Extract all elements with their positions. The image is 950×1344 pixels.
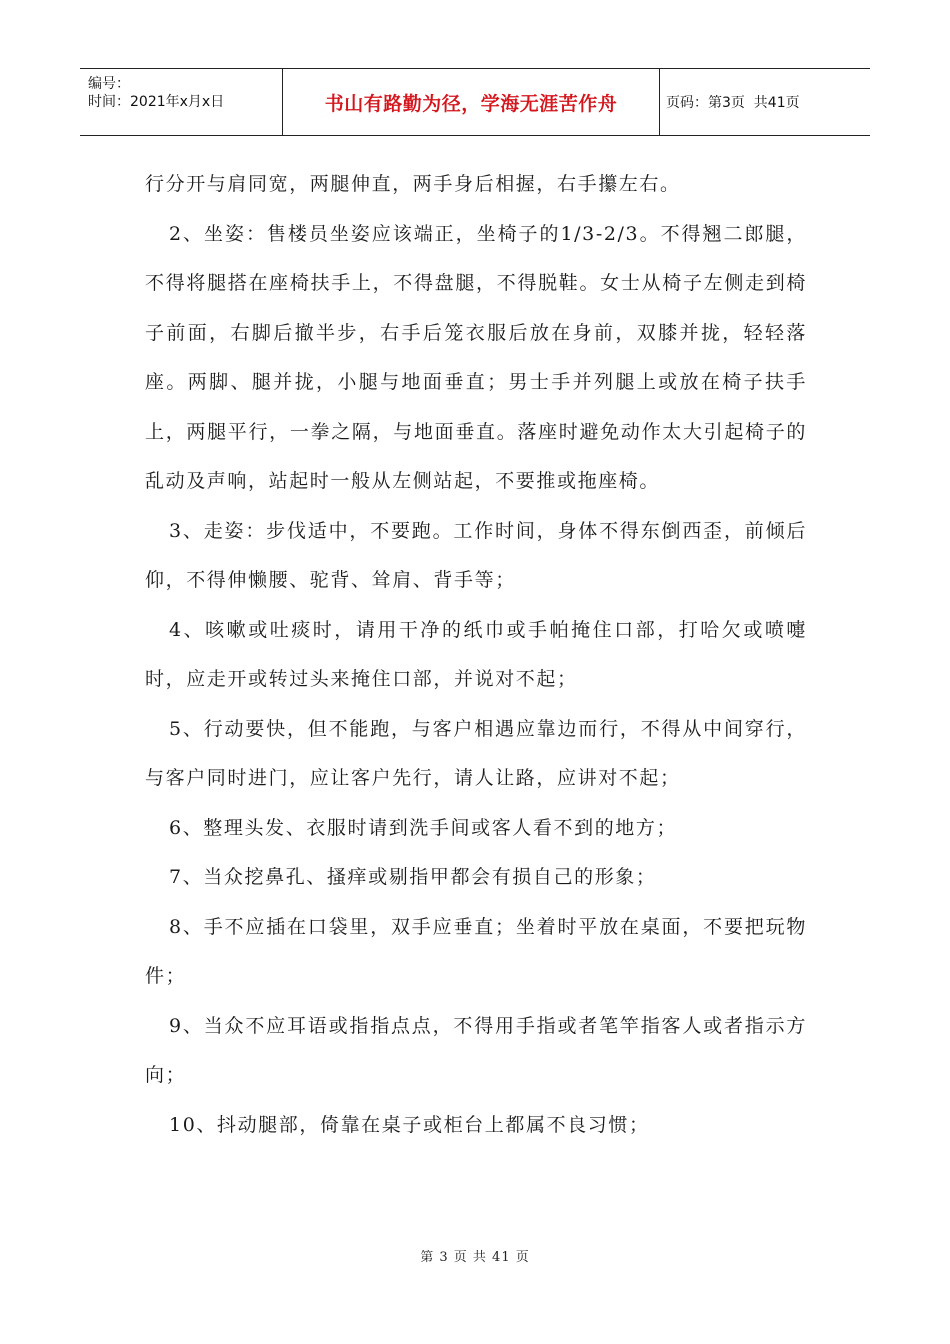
paragraph: 8、手不应插在口袋里，双手应垂直；坐着时平放在桌面，不要把玩物件； xyxy=(145,915,807,987)
paragraph: 行分开与肩同宽，两腿伸直，两手身后相握，右手攥左右。 xyxy=(145,173,681,195)
page-footer: 第 3 页 共 41 页 xyxy=(420,1250,530,1265)
document-number-label: 编号： xyxy=(88,76,130,92)
header-motto: 书山有路勤为径，学海无涯苦作舟 xyxy=(282,69,660,135)
paragraph: 5、行动要快，但不能跑，与客户相遇应靠边而行，不得从中间穿行，与客户同时进门，应让客户先行，请人让路，应讲对不起； xyxy=(145,717,807,789)
paragraph: 4、咳嗽或吐痰时，请用干净的纸巾或手帕掩住口部，打哈欠或喷嚏时，应走开或转过头来掩住口部，并说对不起； xyxy=(145,618,807,690)
document-body xyxy=(145,160,807,1150)
paragraph: 3、走姿：步伐适中，不要跑。工作时间，身体不得东倒西歪，前倾后仰，不得伸懒腰、驼背、耸肩、背手等； xyxy=(145,519,807,591)
paragraph: 9、当众不应耳语或指指点点，不得用手指或者笔竿指客人或者指示方向； xyxy=(145,1014,807,1086)
paragraph: 7、当众挖鼻孔、搔痒或剔指甲都会有损自己的形象； xyxy=(169,866,657,888)
paragraph: 6、整理头发、衣服时请到洗手间或客人看不到的地方； xyxy=(169,816,678,839)
page-header xyxy=(80,68,870,136)
paragraph: 2、坐姿：售楼员坐姿应该端正，坐椅子的1/3-2/3。不得翘二郎腿，不得将腿搭在座椅扶手上，不得盘腿，不得脱鞋。女士从椅子左侧走到椅子前面，右脚后撤半步，右手后笼衣服后放在身前，双膝并拢，轻轻落座。两脚、腿并拢，小腿与地面垂直；男士手并列腿上或放在椅子扶手上，两腿平行，一拳之隔，与地面垂直。落座时避免动作太大引起椅子的乱动及声响，站起时一般从左侧站起，不要推或拖座椅。 xyxy=(145,222,807,492)
header-meta xyxy=(80,69,282,135)
header-page-info: 页码：第3页 共41页 xyxy=(666,95,800,111)
document-date: 时间：2021年x月x日 xyxy=(88,94,225,110)
paragraph: 10、抖动腿部，倚靠在桌子或柜台上都属不良习惯； xyxy=(169,1113,650,1136)
